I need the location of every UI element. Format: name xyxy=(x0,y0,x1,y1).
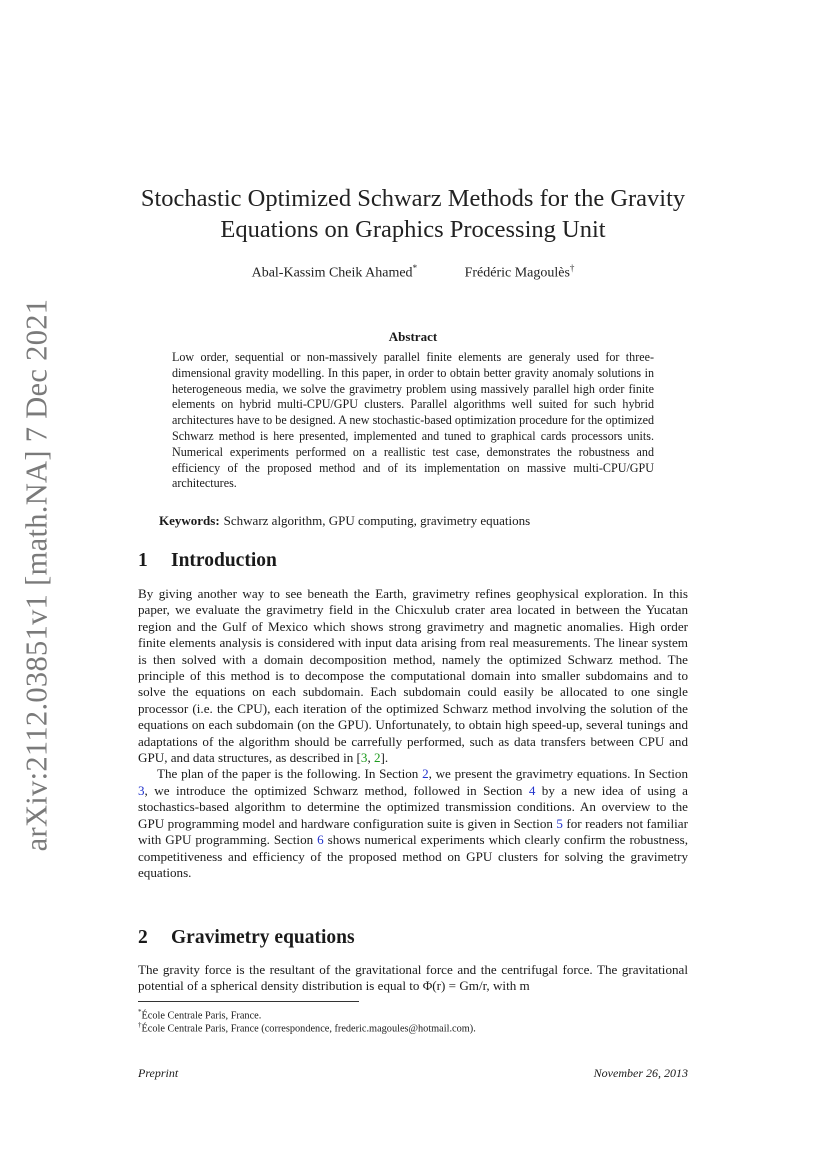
section-ref-link[interactable]: 6 xyxy=(317,832,324,848)
section-2-heading xyxy=(138,927,355,949)
paragraph-text: for readers not familiar with GPU programming. Section xyxy=(138,815,688,848)
footnote-2-mark: † xyxy=(138,1021,142,1029)
section-ref-link[interactable]: 4 xyxy=(528,782,536,798)
footnote-2-text: École Centrale Paris, France (correspondence, frederic.magoules@hotmail.com). xyxy=(141,1023,476,1035)
section-ref-link[interactable]: 3 xyxy=(138,782,145,798)
paragraph-text: , we introduce the optimized Schwarz method, followed in Section xyxy=(144,782,529,798)
section-ref-link[interactable]: 2 xyxy=(422,766,429,782)
author-2-name: Frédéric Magoulès xyxy=(464,265,570,281)
section-2-title: Gravimetry equations xyxy=(171,927,355,948)
paragraph-text: , we present the gravimetry equations. In Section xyxy=(428,766,688,782)
footnote-1-mark: * xyxy=(138,1008,142,1016)
section-ref-link[interactable]: 5 xyxy=(556,815,563,831)
arxiv-identifier: arXiv:2112.03851v1 [math.NA] 7 Dec 2021 xyxy=(19,298,54,852)
section-1-title: Introduction xyxy=(171,550,277,571)
title-line-1: Stochastic Optimized Schwarz Methods for the Gravity xyxy=(140,185,686,212)
footnote-divider xyxy=(138,1001,359,1002)
paragraph-text: by a new idea of using a stochastics-based algorithm to determine the optimized transmission conditions. An overview to the GPU programming model and hardware configuration suite is given in Section xyxy=(138,782,688,831)
section-1-number: 1 xyxy=(138,550,148,571)
abstract-body: Low order, sequential or non-massively parallel finite elements are generaly used for three-dimensional gravity modelling. In this paper, in order to obtain better gravity anomaly solutions in heterogeneous media, we solve the gravimetry problem using massively parallel high order finite elements on hybrid multi-CPU/GPU clusters. Parallel algorithms well suited for such hybrid architectures have to be designed. A new stochastic-based optimization procedure for the optimized Schwarz method is here presented, implemented and tuned to graphical cards processors units. Numerical experiments performed on a reallistic test case, demonstrates the robustness and efficiency of the proposed method and of its implementation on massive multi-CPU/GPU architectures. xyxy=(172,350,654,491)
section-1-paragraph-1 xyxy=(138,586,688,766)
author-2-footnote-mark: † xyxy=(569,263,575,273)
footer-date: November 26, 2013 xyxy=(593,1066,688,1080)
section-2-paragraph-1: The gravity force is the resultant of the gravitational force and the centrifugal force. The gravitational potential of a spherical density distribution is equal to Φ(r) = Gm/r, with m xyxy=(138,962,688,994)
paper-title xyxy=(100,183,726,245)
section-1-body xyxy=(138,586,688,881)
section-1-paragraph-2 xyxy=(138,766,688,881)
keywords-label: Keywords: xyxy=(159,513,220,528)
citation-close: ]. xyxy=(380,750,389,766)
footer-preprint-label: Preprint xyxy=(138,1066,179,1080)
paragraph-text: The plan of the paper is the following. In Section xyxy=(157,766,423,782)
citation-separator: , xyxy=(367,750,374,766)
author-1 xyxy=(252,263,417,282)
section-1-heading xyxy=(138,550,277,572)
author-1-footnote-mark: * xyxy=(412,263,418,273)
keywords-list: Schwarz algorithm, GPU computing, gravimetry equations xyxy=(223,513,531,528)
section-2-body xyxy=(138,962,688,995)
paragraph-text: shows numerical experiments which clearly confirm the robustness, competitiveness and efficiency of the proposed method on GPU clusters for solving the gravimetry equations. xyxy=(138,832,689,880)
footnote-2 xyxy=(138,1019,476,1035)
citation-link[interactable]: 3 xyxy=(360,750,368,766)
author-2 xyxy=(465,263,575,282)
title-line-2: Equations on Graphics Processing Unit xyxy=(220,216,606,243)
citation-link[interactable]: 2 xyxy=(374,750,381,766)
keywords xyxy=(159,513,530,529)
footnote-1-text: École Centrale Paris, France. xyxy=(141,1010,262,1022)
author-list xyxy=(100,263,726,282)
section-1-paragraph-1-text: By giving another way to see beneath the Earth, gravimetry refines geophysical exploration. In this paper, we evaluate the gravimetry field in the Chicxulub crater area located in between the Yucatan region and the Gulf of Mexico which shows strong gravimetry and magnetic anomalies. High order finite elements analysis is considered with input data arising from real measurements. The linear system is then solved with a domain decomposition method, namely the optimized Schwarz method. The principle of this method is to decompose the computational domain into smaller subdomains and to solve the equations on each subdomain. Each subdomain could easily be allocated to one single processor (i.e. the CPU), each iteration of the optimized Schwarz method involving the solution of the equations on each subdomain (on the GPU). Unfortunately, to obtain high speed-up, several tunings and adaptations of the algorithm should be carrefully performed, such as data transfers between CPU and GPU, and data structures, as described in [ xyxy=(138,586,688,766)
abstract-heading: Abstract xyxy=(388,329,438,344)
author-1-name: Abal-Kassim Cheik Ahamed xyxy=(251,265,413,281)
section-2-number: 2 xyxy=(138,927,148,948)
